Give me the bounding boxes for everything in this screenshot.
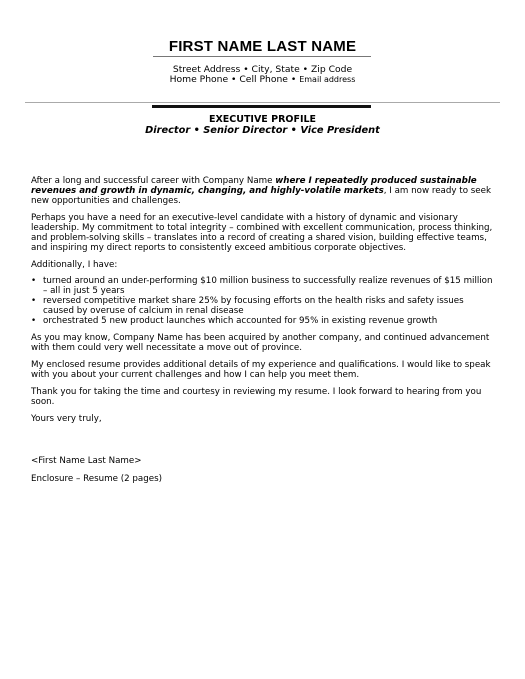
phone-line bbox=[0, 74, 525, 85]
list-item: • orchestrated 5 new product launches which accounted for 95% in existing revenue growth bbox=[31, 316, 496, 326]
paragraph-intro bbox=[31, 176, 496, 206]
achievements-list bbox=[31, 276, 496, 326]
list-item: • reversed competitive market share 25% by focusing efforts on the health risks and safety issues caused by overuse of calcium in renal disease bbox=[31, 296, 496, 316]
email-text: Email address bbox=[299, 75, 356, 84]
address-line: Street Address • City, State • Zip Code bbox=[172, 64, 353, 75]
header-divider bbox=[25, 102, 500, 103]
applicant-name: FIRST NAME LAST NAME bbox=[168, 38, 357, 55]
letter-body bbox=[31, 176, 496, 491]
intro-emphasis: where I repeatedly produced sustainable revenues and growth in dynamic, changing, and highly-volatile markets bbox=[31, 176, 477, 196]
profile-bar bbox=[152, 105, 371, 108]
signature: <First Name Last Name> bbox=[31, 456, 142, 466]
paragraph-resume: My enclosed resume provides additional details of my experience and qualifications. I would like to speak with you about your current challenges and how I can help you meet them. bbox=[31, 360, 491, 380]
enclosure: Enclosure – Resume (2 pages) bbox=[31, 474, 163, 484]
profile-subtitle: Director • Senior Director • Vice President bbox=[145, 125, 380, 136]
intro-end: , I am now ready to seek new opportunities and challenges. bbox=[31, 186, 492, 206]
paragraph-additionally: Additionally, I have: bbox=[31, 260, 118, 270]
paragraph-acquisition: As you may know, Company Name has been acquired by another company, and continued advancement with them could very well necessitate a move out of province. bbox=[31, 333, 490, 353]
profile-title: EXECUTIVE PROFILE bbox=[208, 114, 317, 125]
list-item: • turned around an under-performing $10 million business to successfully realize revenues of $15 million – all in just 5 years bbox=[31, 276, 496, 296]
closing: Yours very truly, bbox=[31, 414, 102, 424]
intro-start: After a long and successful career with Company Name bbox=[31, 176, 276, 186]
name-underline bbox=[153, 56, 371, 57]
paragraph-thanks: Thank you for taking the time and courtesy in reviewing my resume. I look forward to hearing from you soon. bbox=[31, 387, 482, 407]
phone-text: Home Phone • Cell Phone • bbox=[169, 74, 297, 85]
paragraph-leadership: Perhaps you have a need for an executive-level candidate with a history of dynamic and visionary leadership. My commitment to total integrity – combined with excellent communication, process thinking, and problem-solving skills – translates into a record of creating a shared vision, building effective teams, and inspiring my direct reports to consistently exceed ambitious corporate objectives. bbox=[31, 213, 493, 253]
